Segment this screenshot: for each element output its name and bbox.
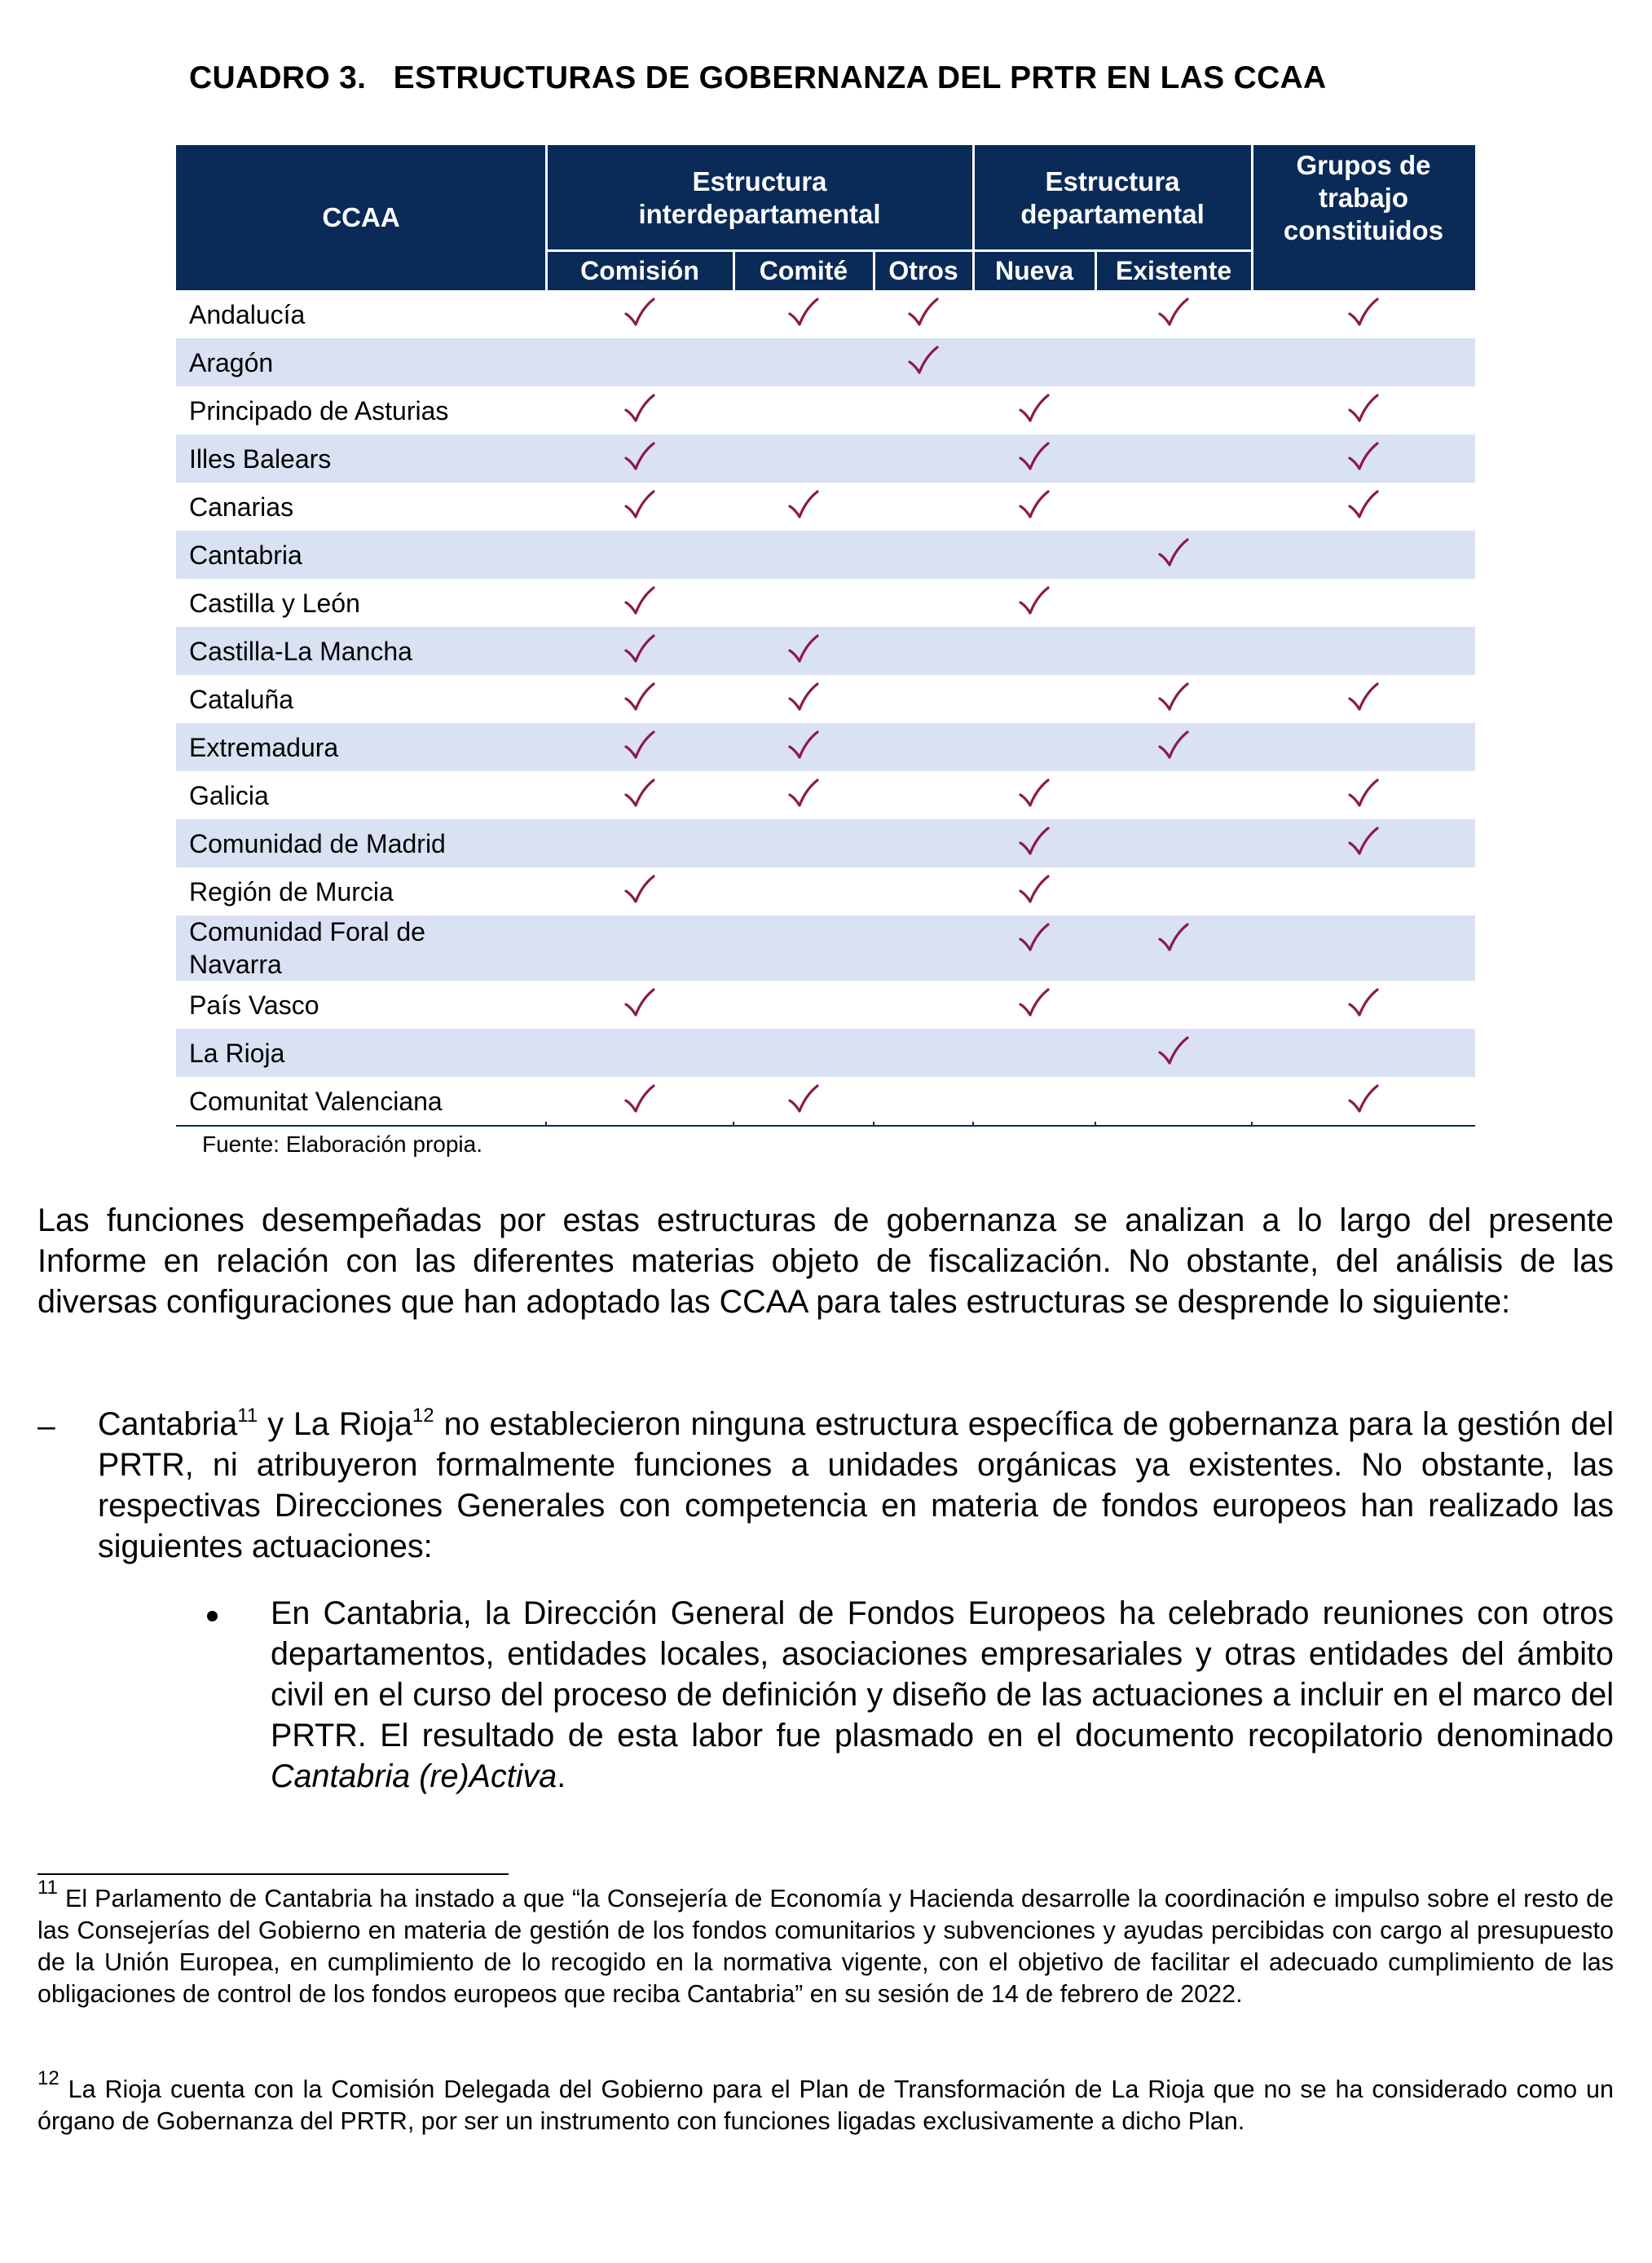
table-row xyxy=(176,579,1475,627)
footnote-number: 11 xyxy=(37,1877,58,1899)
check-icon xyxy=(1331,981,1396,1029)
column-tick xyxy=(1095,1122,1096,1127)
check-icon xyxy=(607,1077,672,1125)
header-subdivider xyxy=(546,249,1252,252)
footnote-ref-12[interactable]: 12 xyxy=(412,1405,434,1427)
check-icon xyxy=(607,435,672,483)
row-ccaa-name: Galicia xyxy=(189,780,269,810)
table-row xyxy=(176,1077,1475,1125)
row-ccaa-name: Canarias xyxy=(189,492,294,522)
check-icon xyxy=(1331,771,1396,819)
check-icon xyxy=(1141,915,1206,981)
column-tick xyxy=(545,1122,547,1127)
table-row xyxy=(176,915,1475,981)
row-ccaa-name: Cantabria xyxy=(189,540,302,570)
row-ccaa-name: Cataluña xyxy=(189,684,294,714)
table-row xyxy=(176,819,1475,867)
table-row xyxy=(176,386,1475,435)
check-icon xyxy=(607,579,672,627)
header-divider xyxy=(733,251,735,290)
header-grupos-trabajo: Grupos de trabajo constituidos xyxy=(1283,150,1444,245)
bullet-text-italic: Cantabria (re)Activa xyxy=(271,1758,557,1794)
table-row xyxy=(176,290,1475,338)
check-icon xyxy=(1331,290,1396,338)
header-col-comite: Comité xyxy=(759,256,848,285)
check-icon xyxy=(771,1077,836,1125)
table-row xyxy=(176,338,1475,386)
check-icon xyxy=(607,867,672,915)
check-icon xyxy=(1331,819,1396,867)
governance-table xyxy=(176,145,1475,1125)
check-icon xyxy=(1002,435,1067,483)
dash-list-item xyxy=(98,1404,1614,1567)
table-row xyxy=(176,771,1475,819)
table-header xyxy=(176,145,1475,290)
bullet-text-end: . xyxy=(557,1758,566,1794)
check-icon xyxy=(1141,675,1206,723)
table-row xyxy=(176,723,1475,771)
row-ccaa-name: Principado de Asturias xyxy=(189,395,449,426)
check-icon xyxy=(771,483,836,531)
check-icon xyxy=(1141,290,1206,338)
row-ccaa-name: Aragón xyxy=(189,347,274,377)
header-col-existente: Existente xyxy=(1115,256,1232,285)
row-ccaa-name: Extremadura xyxy=(189,732,339,762)
footnote-text: La Rioja cuenta con la Comisión Delegada del Gobierno para el Plan de Transformación de La Rioja que no se ha considerado como un órgano de Gobernanza del PRTR, por ser un instrumento con funciones ligadas exclusivamente a dicho Plan. xyxy=(37,2076,1614,2135)
check-icon xyxy=(1331,483,1396,531)
header-divider xyxy=(873,251,875,290)
footnote-text: El Parlamento de Cantabria ha instado a que “la Consejería de Economía y Hacienda desarrolle la coordinación e impulso sobre el resto de las Consejerías del Gobierno en materia de gestión de los fondos comunitarios y subvenciones y ayudas percibidas con cargo al presupuesto de la Unión Europea, en cumplimiento de lo recogido en la normativa vigente, con el objetivo de facilitar el adecuado cumplimiento de las obligaciones de control de los fondos europeos que reciba Cantabria” en su sesión de 14 de febrero de 2022. xyxy=(37,1885,1614,2008)
check-icon xyxy=(607,483,672,531)
dash-text-2: y La Rioja xyxy=(258,1406,412,1442)
table-title: CUADRO 3. ESTRUCTURAS DE GOBERNANZA DEL PRTR EN LAS CCAA xyxy=(189,60,1327,95)
body-paragraph: Las funciones desempeñadas por estas estructuras de gobernanza se analizan a lo largo del presente Informe en relación con las diferentes materias objeto de fiscalización. No obstante, del análisis de las diversas configuraciones que han adoptado las CCAA para tales estructuras se desprende lo siguiente: xyxy=(37,1202,1614,1320)
bullet-text: En Cantabria, la Dirección General de Fondos Europeos ha celebrado reuniones con otros departamentos, entidades locales, asociaciones empresariales y otras entidades del ámbito civil en el curso del proceso de definición y diseño de las actuaciones a incluir en el marco del PRTR. El resultado de esta labor fue plasmado en el documento recopilatorio denominado xyxy=(271,1595,1614,1753)
check-icon xyxy=(607,386,672,435)
check-icon xyxy=(1141,531,1206,579)
table-body xyxy=(176,290,1475,1125)
check-icon xyxy=(1141,723,1206,771)
check-icon xyxy=(891,338,956,386)
header-divider xyxy=(545,145,548,290)
check-icon xyxy=(607,290,672,338)
check-icon xyxy=(771,290,836,338)
row-ccaa-name: Illes Balears xyxy=(189,443,332,474)
header-group-departamental: Estructura departamental xyxy=(1020,166,1205,229)
check-icon xyxy=(1002,867,1067,915)
header-divider xyxy=(1251,145,1253,290)
table-bottom-rule xyxy=(176,1125,1475,1127)
row-ccaa-name: La Rioja xyxy=(189,1038,285,1068)
check-icon xyxy=(1331,675,1396,723)
footnote-11 xyxy=(37,1877,1614,2010)
header-col-nueva: Nueva xyxy=(994,256,1074,285)
check-icon xyxy=(607,627,672,675)
check-icon xyxy=(1002,483,1067,531)
check-icon xyxy=(607,981,672,1029)
check-icon xyxy=(1002,579,1067,627)
table-row xyxy=(176,675,1475,723)
check-icon xyxy=(891,290,956,338)
dash-text-3: no establecieron ninguna estructura específica de gobernanza para la gestión del PRTR, ni atribuyeron formalmente funciones a unidades orgánicas ya existentes. No obstante, las respectivas Direcciones Generales con competencia en materia de fondos europeos han realizado las siguientes actuaciones: xyxy=(98,1406,1615,1564)
column-tick xyxy=(972,1122,974,1127)
column-tick xyxy=(733,1122,734,1127)
check-icon xyxy=(1331,1077,1396,1125)
check-icon xyxy=(607,723,672,771)
header-col-otros: Otros xyxy=(888,256,958,285)
table-row xyxy=(176,483,1475,531)
check-icon xyxy=(607,675,672,723)
row-ccaa-name: Comunidad de Madrid xyxy=(189,828,446,858)
check-icon xyxy=(1141,1029,1206,1077)
row-ccaa-name: Región de Murcia xyxy=(189,876,394,907)
check-icon xyxy=(771,675,836,723)
column-tick xyxy=(1251,1122,1253,1127)
table-row xyxy=(176,531,1475,579)
header-divider xyxy=(972,145,975,290)
check-icon xyxy=(607,771,672,819)
check-icon xyxy=(1331,435,1396,483)
table-row xyxy=(176,627,1475,675)
table-source: Fuente: Elaboración propia. xyxy=(202,1132,482,1157)
check-icon xyxy=(1002,771,1067,819)
bullet-list-item xyxy=(271,1593,1614,1797)
footnote-ref-11[interactable]: 11 xyxy=(237,1405,258,1427)
check-icon xyxy=(1002,386,1067,435)
row-ccaa-name: Comunidad Foral de Navarra xyxy=(189,917,425,979)
check-icon xyxy=(1002,915,1067,981)
header-ccaa: CCAA xyxy=(322,202,400,232)
column-tick xyxy=(873,1122,874,1127)
row-ccaa-name: Castilla-La Mancha xyxy=(189,636,412,666)
table-row xyxy=(176,435,1475,483)
check-icon xyxy=(1331,386,1396,435)
check-icon xyxy=(771,627,836,675)
bullet-dot-icon xyxy=(207,1611,218,1621)
table-row xyxy=(176,1029,1475,1077)
row-ccaa-name: Comunitat Valenciana xyxy=(189,1086,443,1116)
footnote-number: 12 xyxy=(37,2067,59,2089)
check-icon xyxy=(1002,819,1067,867)
row-ccaa-name: País Vasco xyxy=(189,990,319,1020)
header-group-interdepartamental: Estructura interdepartamental xyxy=(638,166,881,229)
row-ccaa-name: Andalucía xyxy=(189,299,306,329)
footnote-12 xyxy=(37,2067,1614,2137)
table-row xyxy=(176,867,1475,915)
dash-marker: – xyxy=(37,1409,55,1444)
check-icon xyxy=(771,723,836,771)
table-row xyxy=(176,981,1475,1029)
header-col-comision: Comisión xyxy=(580,256,699,285)
footnote-separator xyxy=(37,1873,509,1875)
check-icon xyxy=(1002,981,1067,1029)
header-divider xyxy=(1095,251,1097,290)
check-icon xyxy=(771,771,836,819)
row-ccaa-name: Castilla y León xyxy=(189,588,360,618)
dash-text-1: Cantabria xyxy=(98,1406,238,1442)
